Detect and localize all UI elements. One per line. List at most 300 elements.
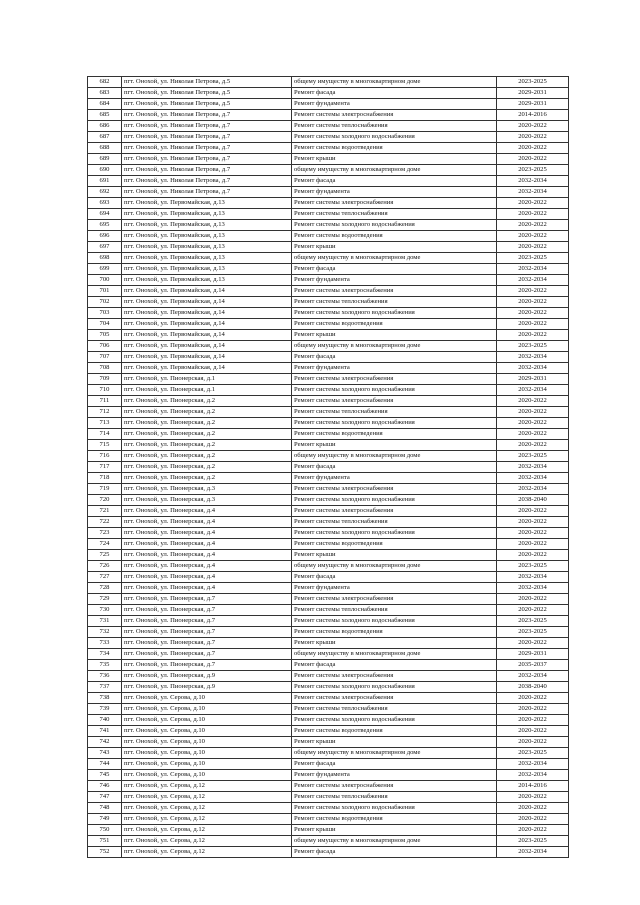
- period-cell: 2023-2025: [497, 253, 569, 264]
- table-row: [88, 440, 569, 451]
- address-cell: пгт. Онохой, ул. Пионерская, д.2: [122, 396, 292, 407]
- work-type-cell: Ремонт крыши: [292, 330, 497, 341]
- address-cell: пгт. Онохой, ул. Пионерская, д.4: [122, 561, 292, 572]
- period-cell: 2020-2022: [497, 418, 569, 429]
- row-number: 728: [88, 583, 122, 594]
- row-number: 707: [88, 352, 122, 363]
- row-number: 730: [88, 605, 122, 616]
- address-cell: пгт. Онохой, ул. Первомайская, д.14: [122, 319, 292, 330]
- table-row: [88, 550, 569, 561]
- work-type-cell: общему имуществу в многоквартирном доме: [292, 165, 497, 176]
- row-number: 719: [88, 484, 122, 495]
- work-type-cell: общему имуществу в многоквартирном доме: [292, 649, 497, 660]
- address-cell: пгт. Онохой, ул. Николая Петрова, д.7: [122, 121, 292, 132]
- work-type-cell: Ремонт системы электроснабжения: [292, 374, 497, 385]
- work-type-cell: Ремонт крыши: [292, 242, 497, 253]
- work-type-cell: Ремонт системы электроснабжения: [292, 484, 497, 495]
- table-row: [88, 165, 569, 176]
- work-type-cell: Ремонт системы холодного водоснабжения: [292, 528, 497, 539]
- row-number: 722: [88, 517, 122, 528]
- work-type-cell: Ремонт системы холодного водоснабжения: [292, 308, 497, 319]
- work-type-cell: общему имуществу в многоквартирном доме: [292, 836, 497, 847]
- address-cell: пгт. Онохой, ул. Пионерская, д.7: [122, 616, 292, 627]
- row-number: 745: [88, 770, 122, 781]
- table-row: [88, 660, 569, 671]
- address-cell: пгт. Онохой, ул. Пионерская, д.4: [122, 539, 292, 550]
- row-number: 738: [88, 693, 122, 704]
- address-cell: пгт. Онохой, ул. Серова, д.10: [122, 693, 292, 704]
- period-cell: 2023-2025: [497, 836, 569, 847]
- period-cell: 2020-2022: [497, 737, 569, 748]
- work-type-cell: Ремонт системы электроснабжения: [292, 198, 497, 209]
- table-row: [88, 770, 569, 781]
- row-number: 727: [88, 572, 122, 583]
- work-type-cell: Ремонт системы электроснабжения: [292, 110, 497, 121]
- row-number: 692: [88, 187, 122, 198]
- work-type-cell: Ремонт системы водоотведения: [292, 627, 497, 638]
- address-cell: пгт. Онохой, ул. Пионерская, д.2: [122, 418, 292, 429]
- period-cell: 2020-2022: [497, 638, 569, 649]
- period-cell: 2032-2034: [497, 671, 569, 682]
- period-cell: 2032-2034: [497, 473, 569, 484]
- row-number: 720: [88, 495, 122, 506]
- work-type-cell: общему имуществу в многоквартирном доме: [292, 451, 497, 462]
- address-cell: пгт. Онохой, ул. Серова, д.10: [122, 748, 292, 759]
- table-row: [88, 583, 569, 594]
- period-cell: 2023-2025: [497, 627, 569, 638]
- row-number: 752: [88, 847, 122, 858]
- row-number: 741: [88, 726, 122, 737]
- row-number: 713: [88, 418, 122, 429]
- address-cell: пгт. Онохой, ул. Николая Петрова, д.5: [122, 88, 292, 99]
- work-type-cell: Ремонт фасада: [292, 462, 497, 473]
- address-cell: пгт. Онохой, ул. Пионерская, д.2: [122, 473, 292, 484]
- work-type-cell: Ремонт системы холодного водоснабжения: [292, 715, 497, 726]
- period-cell: 2020-2022: [497, 594, 569, 605]
- work-type-cell: Ремонт системы теплоснабжения: [292, 792, 497, 803]
- row-number: 702: [88, 297, 122, 308]
- row-number: 749: [88, 814, 122, 825]
- work-type-cell: Ремонт фасада: [292, 847, 497, 858]
- work-type-cell: Ремонт системы теплоснабжения: [292, 605, 497, 616]
- work-type-cell: Ремонт системы холодного водоснабжения: [292, 418, 497, 429]
- row-number: 726: [88, 561, 122, 572]
- period-cell: 2020-2022: [497, 605, 569, 616]
- period-cell: 2020-2022: [497, 209, 569, 220]
- row-number: 721: [88, 506, 122, 517]
- work-type-cell: Ремонт системы водоотведения: [292, 726, 497, 737]
- table-row: [88, 671, 569, 682]
- row-number: 693: [88, 198, 122, 209]
- row-number: 701: [88, 286, 122, 297]
- work-type-cell: общему имуществу в многоквартирном доме: [292, 77, 497, 88]
- work-type-cell: Ремонт крыши: [292, 154, 497, 165]
- table-row: [88, 242, 569, 253]
- row-number: 706: [88, 341, 122, 352]
- row-number: 709: [88, 374, 122, 385]
- table-row: [88, 253, 569, 264]
- work-type-cell: Ремонт фундамента: [292, 363, 497, 374]
- period-cell: 2023-2025: [497, 451, 569, 462]
- table-row: [88, 814, 569, 825]
- work-type-cell: общему имуществу в многоквартирном доме: [292, 253, 497, 264]
- table-row: [88, 473, 569, 484]
- period-cell: 2020-2022: [497, 154, 569, 165]
- period-cell: 2020-2022: [497, 792, 569, 803]
- period-cell: 2020-2022: [497, 550, 569, 561]
- row-number: 746: [88, 781, 122, 792]
- table-row: [88, 627, 569, 638]
- row-number: 735: [88, 660, 122, 671]
- work-type-cell: Ремонт системы электроснабжения: [292, 693, 497, 704]
- period-cell: 2014-2016: [497, 110, 569, 121]
- period-cell: 2020-2022: [497, 517, 569, 528]
- table-row: [88, 605, 569, 616]
- period-cell: 2038-2040: [497, 682, 569, 693]
- table-row: [88, 462, 569, 473]
- row-number: 731: [88, 616, 122, 627]
- row-number: 695: [88, 220, 122, 231]
- table-row: [88, 726, 569, 737]
- period-cell: 2029-2031: [497, 649, 569, 660]
- row-number: 732: [88, 627, 122, 638]
- work-type-cell: Ремонт фундамента: [292, 583, 497, 594]
- period-cell: 2020-2022: [497, 132, 569, 143]
- table-row: [88, 407, 569, 418]
- address-cell: пгт. Онохой, ул. Николая Петрова, д.7: [122, 154, 292, 165]
- address-cell: пгт. Онохой, ул. Серова, д.10: [122, 770, 292, 781]
- address-cell: пгт. Онохой, ул. Пионерская, д.1: [122, 385, 292, 396]
- table-row: [88, 638, 569, 649]
- row-number: 734: [88, 649, 122, 660]
- row-number: 699: [88, 264, 122, 275]
- period-cell: 2029-2031: [497, 99, 569, 110]
- period-cell: 2020-2022: [497, 726, 569, 737]
- table-row: [88, 748, 569, 759]
- row-number: 739: [88, 704, 122, 715]
- period-cell: 2023-2025: [497, 77, 569, 88]
- repair-schedule-table: [87, 76, 569, 858]
- work-type-cell: Ремонт системы электроснабжения: [292, 671, 497, 682]
- row-number: 742: [88, 737, 122, 748]
- address-cell: пгт. Онохой, ул. Серова, д.12: [122, 847, 292, 858]
- row-number: 698: [88, 253, 122, 264]
- table-row: [88, 198, 569, 209]
- period-cell: 2020-2022: [497, 803, 569, 814]
- work-type-cell: Ремонт системы холодного водоснабжения: [292, 803, 497, 814]
- row-number: 704: [88, 319, 122, 330]
- period-cell: 2032-2034: [497, 275, 569, 286]
- table-row: [88, 495, 569, 506]
- table-row: [88, 759, 569, 770]
- period-cell: 2032-2034: [497, 759, 569, 770]
- table-row: [88, 132, 569, 143]
- table-row: [88, 297, 569, 308]
- address-cell: пгт. Онохой, ул. Серова, д.12: [122, 792, 292, 803]
- work-type-cell: Ремонт системы теплоснабжения: [292, 517, 497, 528]
- period-cell: 2020-2022: [497, 539, 569, 550]
- row-number: 687: [88, 132, 122, 143]
- work-type-cell: Ремонт системы теплоснабжения: [292, 297, 497, 308]
- table-row: [88, 572, 569, 583]
- row-number: 715: [88, 440, 122, 451]
- period-cell: 2032-2034: [497, 363, 569, 374]
- row-number: 685: [88, 110, 122, 121]
- period-cell: 2020-2022: [497, 429, 569, 440]
- period-cell: 2020-2022: [497, 242, 569, 253]
- period-cell: 2020-2022: [497, 407, 569, 418]
- period-cell: 2023-2025: [497, 616, 569, 627]
- table-row: [88, 275, 569, 286]
- work-type-cell: Ремонт системы теплоснабжения: [292, 704, 497, 715]
- address-cell: пгт. Онохой, ул. Пионерская, д.4: [122, 572, 292, 583]
- table-row: [88, 396, 569, 407]
- table-row: [88, 451, 569, 462]
- work-type-cell: Ремонт крыши: [292, 825, 497, 836]
- row-number: 705: [88, 330, 122, 341]
- table-row: [88, 330, 569, 341]
- work-type-cell: Ремонт системы теплоснабжения: [292, 407, 497, 418]
- table-row: [88, 693, 569, 704]
- table-row: [88, 539, 569, 550]
- address-cell: пгт. Онохой, ул. Первомайская, д.14: [122, 363, 292, 374]
- row-number: 747: [88, 792, 122, 803]
- period-cell: 2020-2022: [497, 715, 569, 726]
- address-cell: пгт. Онохой, ул. Первомайская, д.13: [122, 275, 292, 286]
- address-cell: пгт. Онохой, ул. Пионерская, д.3: [122, 495, 292, 506]
- row-number: 740: [88, 715, 122, 726]
- address-cell: пгт. Онохой, ул. Пионерская, д.4: [122, 506, 292, 517]
- period-cell: 2023-2025: [497, 748, 569, 759]
- row-number: 700: [88, 275, 122, 286]
- address-cell: пгт. Онохой, ул. Первомайская, д.13: [122, 231, 292, 242]
- work-type-cell: Ремонт фундамента: [292, 99, 497, 110]
- address-cell: пгт. Онохой, ул. Первомайская, д.14: [122, 286, 292, 297]
- address-cell: пгт. Онохой, ул. Серова, д.12: [122, 803, 292, 814]
- work-type-cell: Ремонт системы водоотведения: [292, 319, 497, 330]
- address-cell: пгт. Онохой, ул. Первомайская, д.14: [122, 308, 292, 319]
- table-row: [88, 77, 569, 88]
- row-number: 717: [88, 462, 122, 473]
- work-type-cell: Ремонт системы электроснабжения: [292, 396, 497, 407]
- table-row: [88, 803, 569, 814]
- address-cell: пгт. Онохой, ул. Пионерская, д.7: [122, 660, 292, 671]
- table-row: [88, 528, 569, 539]
- address-cell: пгт. Онохой, ул. Пионерская, д.3: [122, 484, 292, 495]
- period-cell: 2020-2022: [497, 319, 569, 330]
- work-type-cell: Ремонт системы электроснабжения: [292, 506, 497, 517]
- period-cell: 2020-2022: [497, 143, 569, 154]
- table-row: [88, 825, 569, 836]
- period-cell: 2020-2022: [497, 231, 569, 242]
- table-row: [88, 220, 569, 231]
- address-cell: пгт. Онохой, ул. Пионерская, д.7: [122, 638, 292, 649]
- row-number: 682: [88, 77, 122, 88]
- row-number: 689: [88, 154, 122, 165]
- period-cell: 2020-2022: [497, 506, 569, 517]
- row-number: 696: [88, 231, 122, 242]
- table-row: [88, 484, 569, 495]
- table-row: [88, 352, 569, 363]
- address-cell: пгт. Онохой, ул. Николая Петрова, д.7: [122, 143, 292, 154]
- period-cell: 2020-2022: [497, 121, 569, 132]
- period-cell: 2020-2022: [497, 308, 569, 319]
- row-number: 716: [88, 451, 122, 462]
- period-cell: 2020-2022: [497, 297, 569, 308]
- table-row: [88, 704, 569, 715]
- period-cell: 2020-2022: [497, 396, 569, 407]
- work-type-cell: Ремонт крыши: [292, 737, 497, 748]
- address-cell: пгт. Онохой, ул. Пионерская, д.2: [122, 451, 292, 462]
- row-number: 691: [88, 176, 122, 187]
- row-number: 703: [88, 308, 122, 319]
- row-number: 712: [88, 407, 122, 418]
- address-cell: пгт. Онохой, ул. Пионерская, д.4: [122, 517, 292, 528]
- table-row: [88, 715, 569, 726]
- work-type-cell: Ремонт системы холодного водоснабжения: [292, 132, 497, 143]
- period-cell: 2032-2034: [497, 583, 569, 594]
- table-row: [88, 737, 569, 748]
- address-cell: пгт. Онохой, ул. Пионерская, д.2: [122, 407, 292, 418]
- row-number: 684: [88, 99, 122, 110]
- row-number: 694: [88, 209, 122, 220]
- work-type-cell: Ремонт фасада: [292, 176, 497, 187]
- address-cell: пгт. Онохой, ул. Серова, д.10: [122, 726, 292, 737]
- address-cell: пгт. Онохой, ул. Николая Петрова, д.7: [122, 165, 292, 176]
- address-cell: пгт. Онохой, ул. Николая Петрова, д.7: [122, 176, 292, 187]
- row-number: 748: [88, 803, 122, 814]
- address-cell: пгт. Онохой, ул. Серова, д.10: [122, 715, 292, 726]
- row-number: 686: [88, 121, 122, 132]
- address-cell: пгт. Онохой, ул. Пионерская, д.7: [122, 594, 292, 605]
- address-cell: пгт. Онохой, ул. Серова, д.12: [122, 825, 292, 836]
- table-row: [88, 176, 569, 187]
- table-row: [88, 231, 569, 242]
- address-cell: пгт. Онохой, ул. Серова, д.10: [122, 759, 292, 770]
- address-cell: пгт. Онохой, ул. Серова, д.12: [122, 814, 292, 825]
- period-cell: 2014-2016: [497, 781, 569, 792]
- table-row: [88, 99, 569, 110]
- row-number: 708: [88, 363, 122, 374]
- period-cell: 2032-2034: [497, 462, 569, 473]
- address-cell: пгт. Онохой, ул. Николая Петрова, д.5: [122, 77, 292, 88]
- period-cell: 2020-2022: [497, 704, 569, 715]
- work-type-cell: Ремонт системы электроснабжения: [292, 781, 497, 792]
- work-type-cell: Ремонт фасада: [292, 660, 497, 671]
- period-cell: 2032-2034: [497, 187, 569, 198]
- table-row: [88, 154, 569, 165]
- work-type-cell: Ремонт крыши: [292, 440, 497, 451]
- row-number: 724: [88, 539, 122, 550]
- address-cell: пгт. Онохой, ул. Серова, д.12: [122, 836, 292, 847]
- address-cell: пгт. Онохой, ул. Пионерская, д.1: [122, 374, 292, 385]
- table-row: [88, 264, 569, 275]
- period-cell: 2032-2034: [497, 352, 569, 363]
- address-cell: пгт. Онохой, ул. Пионерская, д.4: [122, 583, 292, 594]
- row-number: 743: [88, 748, 122, 759]
- row-number: 710: [88, 385, 122, 396]
- address-cell: пгт. Онохой, ул. Пионерская, д.4: [122, 528, 292, 539]
- address-cell: пгт. Онохой, ул. Серова, д.12: [122, 781, 292, 792]
- table-row: [88, 308, 569, 319]
- work-type-cell: Ремонт фасада: [292, 759, 497, 770]
- table-row: [88, 341, 569, 352]
- work-type-cell: Ремонт системы холодного водоснабжения: [292, 495, 497, 506]
- work-type-cell: Ремонт фундамента: [292, 473, 497, 484]
- period-cell: 2032-2034: [497, 770, 569, 781]
- table-row: [88, 286, 569, 297]
- address-cell: пгт. Онохой, ул. Серова, д.10: [122, 737, 292, 748]
- table-row: [88, 836, 569, 847]
- period-cell: 2023-2025: [497, 561, 569, 572]
- table-row: [88, 429, 569, 440]
- table-body: [88, 77, 569, 858]
- table-row: [88, 143, 569, 154]
- address-cell: пгт. Онохой, ул. Николая Петрова, д.5: [122, 99, 292, 110]
- row-number: 688: [88, 143, 122, 154]
- row-number: 714: [88, 429, 122, 440]
- period-cell: 2032-2034: [497, 847, 569, 858]
- row-number: 737: [88, 682, 122, 693]
- work-type-cell: Ремонт системы электроснабжения: [292, 594, 497, 605]
- period-cell: 2032-2034: [497, 176, 569, 187]
- row-number: 744: [88, 759, 122, 770]
- work-type-cell: Ремонт системы водоотведения: [292, 539, 497, 550]
- work-type-cell: Ремонт фасада: [292, 352, 497, 363]
- address-cell: пгт. Онохой, ул. Пионерская, д.9: [122, 682, 292, 693]
- period-cell: 2023-2025: [497, 341, 569, 352]
- table-row: [88, 616, 569, 627]
- table-row: [88, 649, 569, 660]
- table-row: [88, 374, 569, 385]
- period-cell: 2020-2022: [497, 220, 569, 231]
- address-cell: пгт. Онохой, ул. Первомайская, д.13: [122, 253, 292, 264]
- address-cell: пгт. Онохой, ул. Первомайская, д.13: [122, 220, 292, 231]
- address-cell: пгт. Онохой, ул. Пионерская, д.7: [122, 605, 292, 616]
- address-cell: пгт. Онохой, ул. Первомайская, д.13: [122, 209, 292, 220]
- table-row: [88, 88, 569, 99]
- table-row: [88, 847, 569, 858]
- address-cell: пгт. Онохой, ул. Первомайская, д.13: [122, 242, 292, 253]
- period-cell: 2020-2022: [497, 825, 569, 836]
- period-cell: 2020-2022: [497, 198, 569, 209]
- work-type-cell: Ремонт системы холодного водоснабжения: [292, 220, 497, 231]
- work-type-cell: Ремонт крыши: [292, 550, 497, 561]
- period-cell: 2020-2022: [497, 440, 569, 451]
- table-row: [88, 792, 569, 803]
- table-row: [88, 209, 569, 220]
- row-number: 711: [88, 396, 122, 407]
- table-row: [88, 187, 569, 198]
- table-row: [88, 561, 569, 572]
- table-row: [88, 363, 569, 374]
- address-cell: пгт. Онохой, ул. Первомайская, д.14: [122, 297, 292, 308]
- row-number: 750: [88, 825, 122, 836]
- work-type-cell: Ремонт системы водоотведения: [292, 143, 497, 154]
- row-number: 697: [88, 242, 122, 253]
- work-type-cell: Ремонт фасада: [292, 572, 497, 583]
- work-type-cell: Ремонт фасада: [292, 88, 497, 99]
- address-cell: пгт. Онохой, ул. Первомайская, д.14: [122, 341, 292, 352]
- work-type-cell: Ремонт системы холодного водоснабжения: [292, 682, 497, 693]
- period-cell: 2029-2031: [497, 88, 569, 99]
- work-type-cell: Ремонт фундамента: [292, 770, 497, 781]
- period-cell: 2023-2025: [497, 165, 569, 176]
- table-row: [88, 594, 569, 605]
- work-type-cell: общему имуществу в многоквартирном доме: [292, 748, 497, 759]
- address-cell: пгт. Онохой, ул. Первомайская, д.14: [122, 330, 292, 341]
- work-type-cell: Ремонт крыши: [292, 638, 497, 649]
